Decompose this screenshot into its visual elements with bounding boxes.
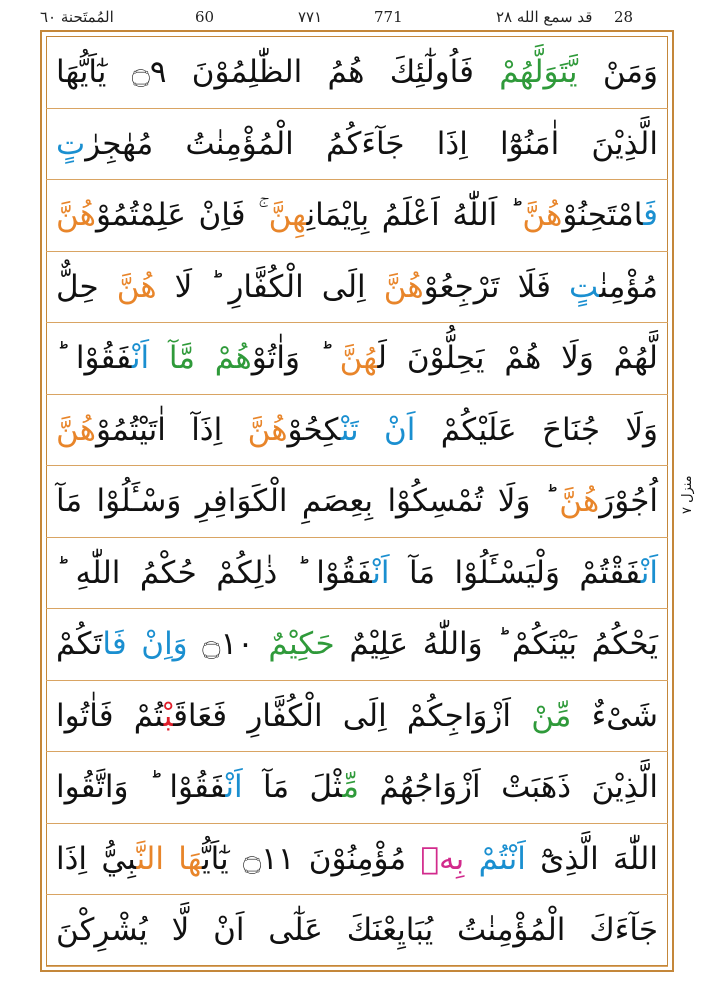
- verse-line: [46, 681, 668, 753]
- verse-segment: ؕ وَاٰتُوْ: [251, 340, 340, 376]
- verse-segment: هُنَّ: [116, 268, 157, 305]
- verse-segment: ثْلَ مَآ: [242, 769, 343, 805]
- verse-segment: ۝١٠: [187, 626, 269, 662]
- verse-line: [46, 466, 668, 538]
- verse-segment: اَنْتُمْ: [478, 840, 526, 877]
- verse-segment: يَحْكُمُ بَيْنَكُمْ ؕ وَاللّٰهُ عَلِيْمٌ: [334, 626, 658, 662]
- verse-line: [46, 824, 668, 896]
- verse-segment: اِلَى الْكُفَّارِ ؕ لَا: [156, 268, 384, 305]
- verse-segment: الَّذِيْنَ اٰمَنُوْٓا اِذَا جَآءَكُمُ الْمُؤْمِنٰتُ مُهٰجِرٰ: [85, 125, 658, 162]
- verse-segment: اَنْ: [372, 554, 390, 591]
- verse-segment: وَلَا جُنَاحَ عَلَيْكُمْ: [415, 411, 659, 448]
- verse-segment: هَا النَّ: [136, 840, 202, 877]
- verse-segment: [127, 626, 142, 662]
- header-juz-name: قد سمع الله ٢٨: [496, 8, 593, 26]
- verse-line: [46, 180, 668, 252]
- verse-segment: هُنَّ: [56, 411, 96, 448]
- verse-line: [46, 109, 668, 181]
- verse-segment: تٍ: [56, 125, 86, 162]
- verse-line: [46, 37, 668, 109]
- verse-segment: فَا: [102, 626, 127, 662]
- verse-line: [46, 538, 668, 610]
- verse-line: [46, 395, 668, 467]
- verse-line: [46, 252, 668, 324]
- verse-line: [46, 752, 668, 824]
- verse-segment: اُجُوْرَ: [599, 483, 658, 519]
- verse-segment: الَّذِيْنَ ذَهَبَتْ اَزْوَاجُهُمْ: [358, 769, 658, 805]
- verse-segment: يَّتَوَلَّهُمْ: [499, 54, 578, 90]
- header-surah-number: 60: [195, 8, 215, 26]
- verse-segment: مِّ: [342, 769, 359, 805]
- verse-segment: لَّهُمْ وَلَا هُمْ يَحِلُّوْنَ لَ: [377, 340, 658, 376]
- verse-segment: هُنَّ: [522, 197, 563, 233]
- verse-segment: فَلَا تَرْجِعُوْ: [423, 268, 569, 305]
- header-surah-name: المُمتَحنة ٦٠: [40, 8, 114, 26]
- verse-segment: شَیْءٌ: [571, 697, 659, 734]
- verse-segment: ؕ وَلَا تُمْسِكُوْا بِعِصَمِ الْكَوَافِرِ وَسْـَٔلُوْا مَآ: [56, 483, 560, 519]
- manzil-side-label: منزل ۷: [680, 475, 695, 515]
- verse-segment: جَآءَكَ الْمُؤْمِنٰتُ يُبَايِعْنَكَ عَلٰٓى اَنْ لَّا يُشْرِكْنَ: [56, 912, 658, 948]
- verse-segment: هُمْ مَّآ: [168, 340, 252, 376]
- verse-segment: فَقْتُمْ وَلْيَسْـَٔلُوْا مَآ: [389, 554, 641, 591]
- verse-segment: تَكُمْ: [56, 626, 103, 662]
- verse-segment: هُنَّ: [383, 268, 424, 305]
- verse-segment: ۚ فَاِنْ عَلِمْتُمُوْ: [95, 197, 269, 233]
- verse-segment: بْ: [163, 697, 174, 734]
- header-page-number: 771: [374, 8, 403, 26]
- verse-segment: هُنَّ: [247, 411, 288, 448]
- verse-segment: اَزْوَاجِكُمْ اِلَى الْكُفَّارِ فَعَاقَ: [173, 697, 532, 734]
- verse-segment: هِنَّ: [268, 197, 307, 233]
- header-page-urdu: ۷۷۱: [298, 8, 323, 26]
- verse-segment: وَاِنْ: [141, 626, 188, 662]
- verse-segment: تُمْ فَاٰتُوا: [56, 697, 164, 734]
- verse-segment: حَكِيْمٌ: [268, 626, 335, 662]
- verse-segment: اِذَآ اٰتَيْتُمُوْ: [95, 411, 248, 448]
- verse-segment: فَ: [643, 197, 658, 233]
- verse-segment: [464, 841, 478, 877]
- verse-line: [46, 609, 668, 681]
- verse-segment: مِّنْ: [531, 697, 572, 734]
- verse-segment: فَقُوْا ؕ وَاتَّقُوا: [56, 769, 226, 805]
- verse-segment: مُؤْمِنُوْنَ ۝١١ يٰٓاَيُّ: [201, 840, 421, 877]
- verse-segment: فَقُوْا ؕ ذٰلِكُمْ حُكْمُ اللّٰهِ ؕ: [56, 554, 373, 591]
- verse-segment: اَنْ: [131, 340, 150, 376]
- verse-segment: بِيُّ اِذَا: [56, 840, 137, 877]
- verse-line: [46, 895, 668, 967]
- verse-segment: مُؤْمِنٰ: [599, 268, 658, 305]
- verse-segment: وَمَنْ: [577, 54, 658, 90]
- verse-segment: بِهٖ: [420, 840, 465, 877]
- verse-segment: ؕ اَللّٰهُ اَعْلَمُ بِاِيْمَانِ: [306, 197, 523, 233]
- verse-segment: تٍ: [568, 268, 600, 305]
- verse-segment: هُنَّ: [559, 483, 600, 519]
- verse-segment: اَنْ: [225, 769, 243, 805]
- verse-segment: [149, 340, 169, 376]
- header-juz-number: 28: [614, 8, 634, 26]
- verse-segment: حِلٌّ: [56, 268, 117, 305]
- page-header: [40, 8, 676, 30]
- verse-segment: امْتَحِنُوْ: [562, 197, 644, 233]
- verse-segment: فَقُوْا ؕ: [56, 340, 132, 376]
- verse-segment: هُنَّ: [56, 197, 96, 233]
- verse-line: [46, 323, 668, 395]
- verse-segment: اللّٰهَ الَّذِیْٓ: [525, 840, 658, 877]
- verse-segment: فَاُولٰٓئِكَ هُمُ الظّٰلِمُوْنَ ۝٩ يٰٓاَيُّهَا: [56, 54, 500, 90]
- verse-segment: اَنْ تَنْ: [340, 411, 416, 448]
- verse-segment: هُنَّ: [339, 340, 378, 376]
- verse-segment: كِحُوْ: [287, 411, 341, 448]
- verse-segment: اَنْ: [640, 554, 659, 591]
